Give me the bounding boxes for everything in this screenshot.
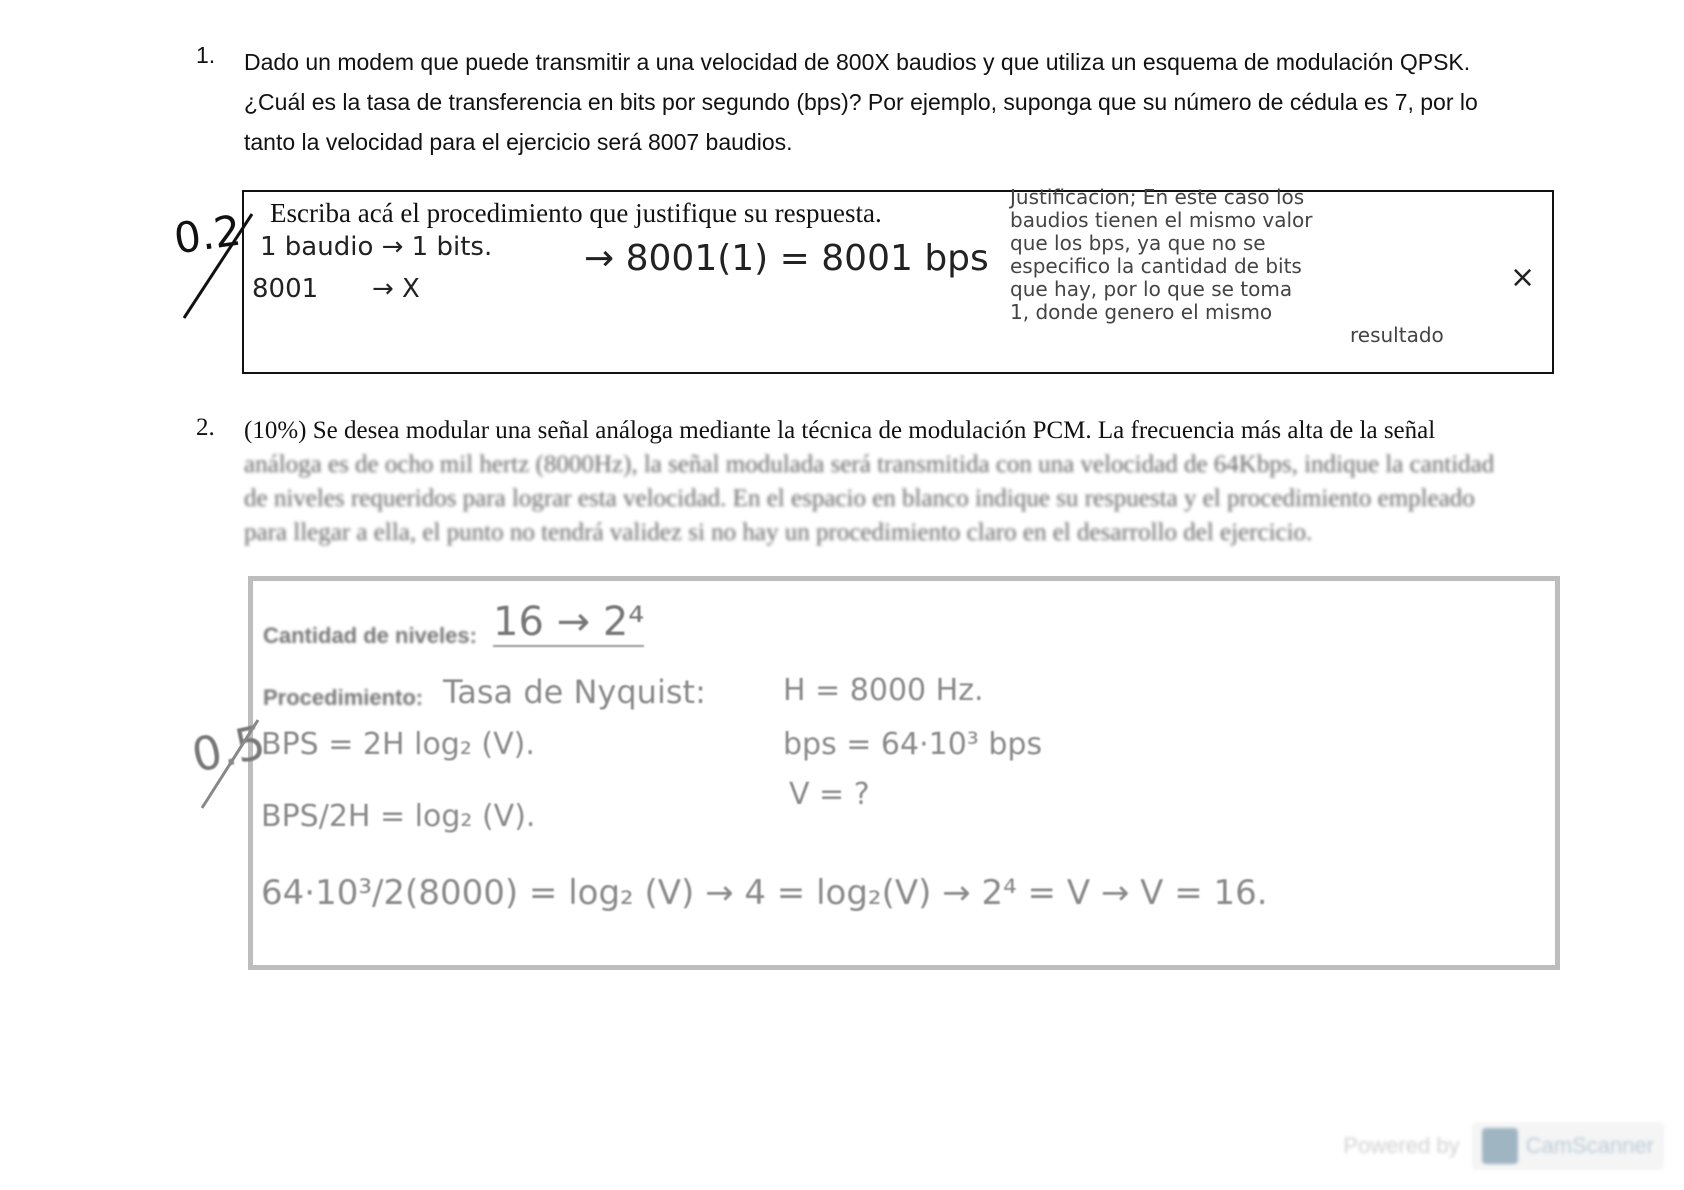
justification-line-7: resultado <box>1350 323 1444 347</box>
question-1-line-1: Dado un modem que puede transmitir a una velocidad de 800X baudios y que utiliza un esquema de modulación QPSK. <box>244 49 1471 75</box>
question-2-number: 2. <box>196 414 215 441</box>
justification-line-3: que los bps, ya que no se <box>1010 231 1266 255</box>
work-left-1: Tasa de Nyquist: <box>443 673 706 711</box>
camscanner-watermark <box>1343 1122 1664 1170</box>
work-right-3: V = ? <box>789 777 870 812</box>
grade-q2: 0.5 <box>187 714 270 784</box>
work-right-1: H = 8000 Hz. <box>783 673 984 708</box>
work-left-2: BPS = 2H log₂ (V). <box>261 727 535 762</box>
camscanner-badge <box>1472 1122 1664 1170</box>
procedure-label: Procedimiento: <box>263 685 424 710</box>
justification-line-2: baudios tienen el mismo valor <box>1010 208 1313 232</box>
question-2-line-3: de niveles requeridos para lograr esta velocidad. En el espacio en blanco indique su respuesta y el procedimiento empleado <box>244 485 1475 512</box>
question-2-line-4: para llegar a ella, el punto no tendrá validez si no hay un procedimiento claro en el desarrollo del ejercicio. <box>244 519 1313 546</box>
question-1-line-3: tanto la velocidad para el ejercicio será 8007 baudios. <box>244 129 793 155</box>
work-line-1: 1 baudio → 1 bits. <box>260 232 493 262</box>
justification-line-4: especifico la cantidad de bits <box>1010 254 1302 278</box>
question-1-text <box>244 42 1551 162</box>
answer-box-1-title: Escriba acá el procedimiento que justifique su respuesta. <box>270 198 882 228</box>
cross-mark: × <box>1510 260 1536 295</box>
question-2-line-2: análoga es de ocho mil hertz (8000Hz), la señal modulada será transmitida con una velocidad de 64Kbps, indique la cantidad <box>244 451 1495 478</box>
question-2 <box>196 414 1551 550</box>
question-1 <box>196 42 1551 162</box>
question-2-text <box>244 414 1551 550</box>
work-line-2b: → X <box>372 274 420 304</box>
justification-line-6: 1, donde genero el mismo <box>1010 300 1273 324</box>
grade-q1-slash <box>178 208 258 324</box>
question-1-number: 1. <box>196 42 216 68</box>
question-1-line-2: ¿Cuál es la tasa de transferencia en bits por segundo (bps)? Por ejemplo, suponga que su número de cédula es 7, por lo <box>244 89 1478 115</box>
justification-line-1: Justificacion; En este caso los <box>1010 185 1305 209</box>
work-right-2: bps = 64·10³ bps <box>783 727 1043 762</box>
justification-block <box>1010 186 1444 347</box>
grade-q2-slash <box>196 716 266 812</box>
powered-by-text: Powered by <box>1343 1133 1460 1158</box>
camscanner-logo-icon <box>1482 1128 1518 1164</box>
work-left-4: 64·10³/2(8000) = log₂ (V) → 4 = log₂(V) → 2⁴ = V → V = 16. <box>261 873 1268 913</box>
work-left-3: BPS/2H = log₂ (V). <box>261 799 536 834</box>
levels-value: 16 → 2⁴ <box>493 599 645 645</box>
grade-q1: 0.2 <box>170 205 244 264</box>
work-line-2a: 8001 <box>252 274 319 304</box>
work-result: → 8001(1) = 8001 bps <box>584 238 989 279</box>
answer-box-1 <box>242 185 1554 374</box>
camscanner-brand: CamScanner <box>1525 1133 1654 1158</box>
justification-line-5: que hay, por lo que se toma <box>1010 277 1293 301</box>
answer-box-2 <box>248 576 1560 970</box>
levels-label: Cantidad de niveles: <box>263 623 477 648</box>
question-2-line-1: (10%) Se desea modular una señal análoga mediante la técnica de modulación PCM. La frecuencia más alta de la señal <box>244 417 1436 444</box>
